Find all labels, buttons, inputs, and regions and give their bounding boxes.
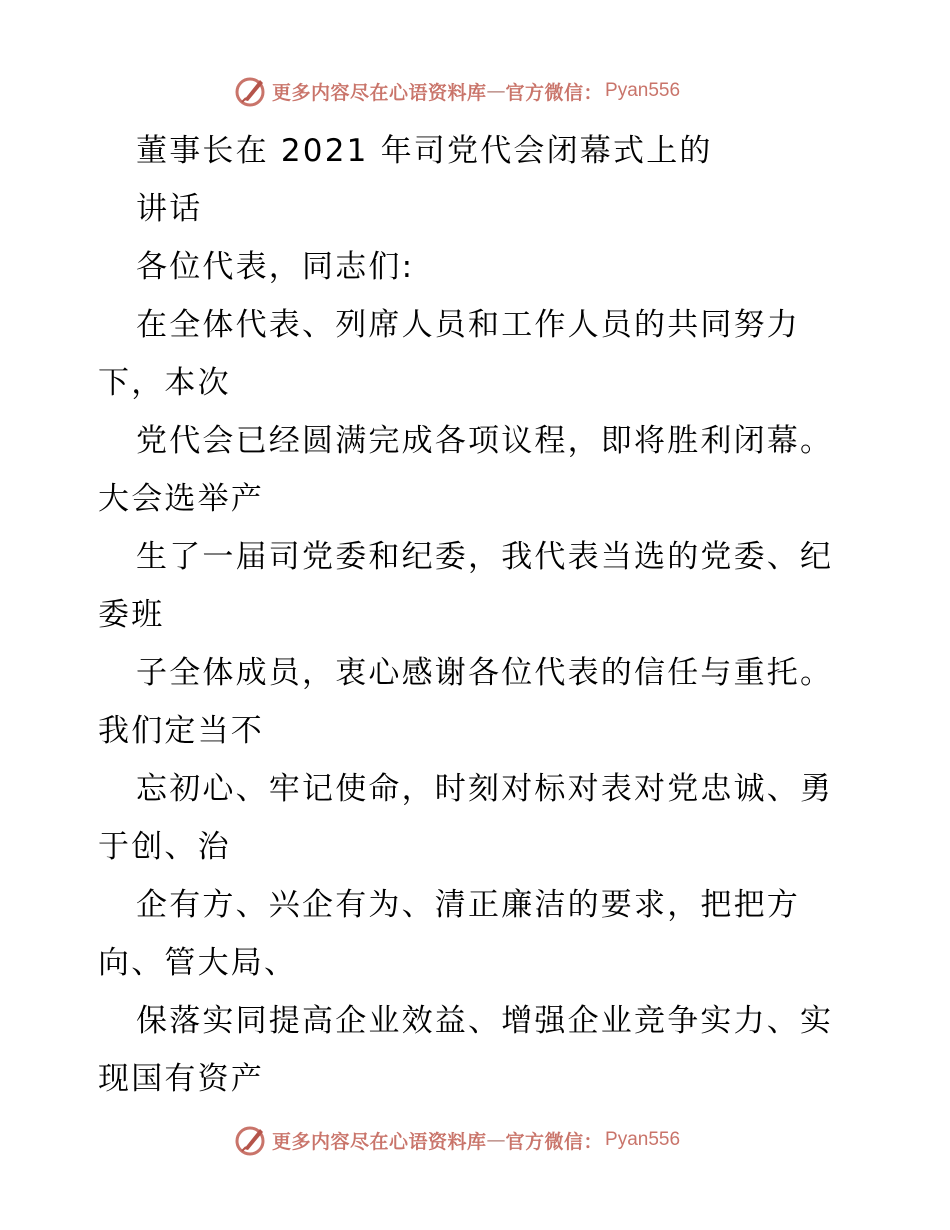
document-body <box>98 122 868 1108</box>
body-line: 在全体代表、列席人员和工作人员的共同努力 <box>136 307 800 343</box>
footer-watermark <box>234 1122 680 1158</box>
body-line: 忘初心、牢记使命，时刻对标对表对党忠诚、勇 <box>136 771 834 807</box>
title-line-2: 讲话 <box>136 191 203 227</box>
body-line-wrap: 于创、治 <box>98 829 231 865</box>
body-line-wrap: 大会选举产 <box>98 481 264 517</box>
body-line-wrap: 我们定当不 <box>98 713 264 749</box>
watermark-contact-handle: Pyan556 <box>605 1129 681 1150</box>
body-line: 保落实同提高企业效益、增强企业竞争实力、实 <box>136 1003 834 1039</box>
body-line-wrap: 委班 <box>98 597 165 633</box>
body-line-wrap: 下，本次 <box>98 365 231 401</box>
title-line-1: 董事长在 2021 年司党代会闭幕式上的 <box>136 133 713 169</box>
watermark-separator: — <box>486 1129 506 1151</box>
watermark-separator: — <box>486 80 506 102</box>
quill-pen-logo-icon <box>234 74 268 108</box>
header-watermark <box>234 73 680 109</box>
watermark-brand: 更多内容尽在心语资料库 <box>272 1130 487 1153</box>
body-line-wrap: 现国有资产 <box>98 1061 264 1097</box>
body-line: 党代会已经圆满完成各项议程，即将胜利闭幕。 <box>136 423 834 459</box>
body-line: 子全体成员，衷心感谢各位代表的信任与重托。 <box>136 655 834 691</box>
watermark-contact-label: 官方微信： <box>505 81 604 104</box>
body-line: 生了一届司党委和纪委，我代表当选的党委、纪 <box>136 539 834 575</box>
quill-pen-logo-icon <box>234 1123 268 1157</box>
body-line-wrap: 向、管大局、 <box>98 945 298 981</box>
watermark-contact-label: 官方微信： <box>505 1130 604 1153</box>
body-line: 企有方、兴企有为、清正廉洁的要求，把把方 <box>136 887 800 923</box>
salutation: 各位代表，同志们: <box>136 249 415 285</box>
watermark-contact-handle: Pyan556 <box>605 80 681 101</box>
watermark-brand: 更多内容尽在心语资料库 <box>272 81 487 104</box>
